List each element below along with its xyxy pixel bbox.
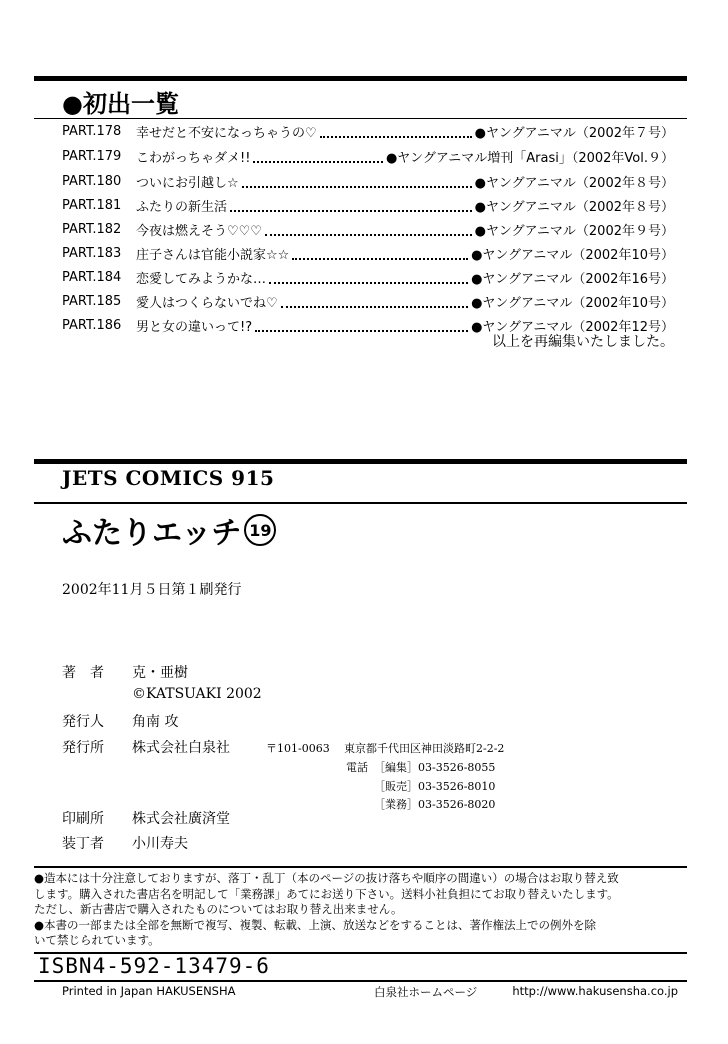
book-title-block [62, 508, 276, 552]
phone-number: 03-3526-8010 [418, 780, 496, 793]
isbn-rule [34, 980, 687, 982]
homepage-label: 白泉社ホームページ [374, 985, 478, 999]
copyright-text: ©KATSUAKI 2002 [132, 686, 262, 702]
phone-number: 03-3526-8020 [418, 798, 496, 811]
toc-part: PART.182 [62, 221, 122, 237]
toc-magazine: ●ヤングアニマル増刊「Arasi」（2002年Vol.９） [385, 150, 674, 166]
toc-title: ついにお引越し☆ [136, 175, 239, 191]
toc-leader-dots [292, 246, 468, 260]
notice-line: ●本書の一部または全部を無断で複写、複製、転載、上演、放送などをすることは、著作権法上での例外を除 [34, 917, 597, 932]
phone-dept: ［販売］ [374, 780, 418, 793]
publisher-address: 東京都千代田区神田淡路町2-2-2 [344, 742, 505, 755]
toc-entry [62, 120, 674, 142]
toc-magazine: ●ヤングアニマル（2002年10号） [471, 295, 674, 311]
homepage-url[interactable]: http://www.hakusensha.co.jp [512, 984, 678, 998]
toc-leader-dots [255, 318, 468, 332]
toc-part: PART.186 [62, 317, 122, 333]
toc-part: PART.185 [62, 293, 122, 309]
toc-leader-dots [320, 124, 472, 138]
notice-line: します。購入された書店名を明記して「業務課」あてにお送り下さい。送料小社負担にてお取り替えいたします。 [34, 886, 619, 901]
volume-number: 19 [244, 514, 276, 546]
designer-label: 装丁者 [62, 836, 104, 852]
toc-magazine: ●ヤングアニマル（2002年８号） [474, 175, 674, 191]
notice-line: ただし、新古書店で購入されたものについてはお取り替え出来ません。 [34, 902, 403, 916]
toc-title: 恋愛してみようかな… [136, 271, 267, 287]
author-name: 克・亜樹 [132, 665, 188, 681]
publisher-person-label: 発行人 [62, 714, 104, 730]
toc-part: PART.184 [62, 269, 122, 285]
phone-row [374, 796, 495, 812]
notice-line: ●造本には十分注意しておりますが、落丁・乱丁（本のページの抜け落ちや順序の間違い）の場合はお取り替え致 [34, 871, 619, 885]
toc-title: こわがっちゃダメ!! [136, 150, 251, 166]
publisher-person-name: 角南 攻 [132, 714, 179, 730]
toc-magazine: ●ヤングアニマル（2002年10号） [471, 247, 674, 263]
toc-entry [62, 218, 674, 240]
phone-row [374, 778, 495, 794]
toc-part: PART.179 [62, 148, 122, 164]
toc-part: PART.180 [62, 173, 122, 189]
book-title: ふたりエッチ [62, 516, 242, 551]
toc-leader-dots [230, 198, 472, 212]
toc-entry [62, 290, 674, 312]
publisher-row [62, 737, 230, 757]
phone-dept: ［業務］ [374, 798, 418, 811]
toc-title: 愛人はつくらないでね♡ [136, 295, 278, 311]
notice-line: いて禁じられています。 [34, 933, 160, 947]
publisher-name: 株式会社白泉社 [132, 740, 230, 756]
toc-part: PART.183 [62, 245, 122, 261]
colophon-top-rule [34, 459, 687, 464]
printer-name: 株式会社廣済堂 [132, 811, 230, 827]
phone-row [374, 759, 495, 775]
toc-magazine: ●ヤングアニマル（2002年９号） [474, 223, 674, 239]
first-appearance-heading: ●初出一覧 [62, 90, 179, 118]
designer-name: 小川寿夫 [132, 836, 188, 852]
phone-number: 03-3526-8055 [418, 761, 496, 774]
series-rule [34, 502, 687, 504]
toc-title: ふたりの新生活 [136, 199, 228, 215]
toc-entry [62, 194, 674, 216]
isbn: ISBN4-592-13479-6 [38, 954, 270, 978]
heading-underline [34, 118, 687, 119]
toc-magazine: ●ヤングアニマル（2002年12号） [471, 319, 674, 335]
notice-block [34, 871, 694, 949]
author-row [62, 662, 188, 682]
series-name: JETS COMICS 915 [62, 466, 275, 490]
phone-dept: ［編集］ [374, 761, 418, 774]
toc-title: 男と女の違いって!? [136, 319, 253, 335]
toc-leader-dots [265, 222, 472, 236]
publish-date: 2002年11月５日第１刷発行 [62, 582, 242, 598]
reedit-note: 以上を再編集いたしました。 [492, 334, 674, 350]
printed-in: Printed in Japan HAKUSENSHA [62, 984, 236, 998]
toc-part: PART.181 [62, 197, 122, 213]
toc-entry [62, 242, 674, 264]
top-rule [34, 76, 687, 81]
toc-entry [62, 266, 674, 288]
toc-magazine: ●ヤングアニマル（2002年７号） [474, 125, 674, 141]
toc-part: PART.178 [62, 123, 122, 139]
copyright-row [132, 686, 262, 702]
publisher-person-row [62, 711, 178, 731]
publisher-label: 発行所 [62, 740, 104, 756]
designer-row [62, 833, 188, 853]
notice-top-rule [34, 866, 687, 868]
toc-title: 幸せだと不安になっちゃうの♡ [136, 125, 317, 141]
postal-code: 〒101-0063 [266, 742, 330, 755]
toc-leader-dots [281, 294, 468, 308]
author-label: 著 者 [62, 665, 104, 681]
toc-entry [62, 170, 674, 192]
toc-title: 今夜は燃えそう♡♡♡ [136, 223, 262, 239]
toc-leader-dots [253, 149, 383, 163]
toc-title: 庄子さんは官能小説家☆☆ [136, 247, 290, 263]
toc-leader-dots [242, 174, 472, 188]
toc-magazine: ●ヤングアニマル（2002年16号） [471, 271, 674, 287]
toc-entry [62, 145, 674, 167]
toc-magazine: ●ヤングアニマル（2002年８号） [474, 199, 674, 215]
printer-label: 印刷所 [62, 811, 104, 827]
printer-row [62, 808, 230, 828]
phone-label: 電話 [346, 761, 368, 774]
toc-leader-dots [269, 270, 468, 284]
